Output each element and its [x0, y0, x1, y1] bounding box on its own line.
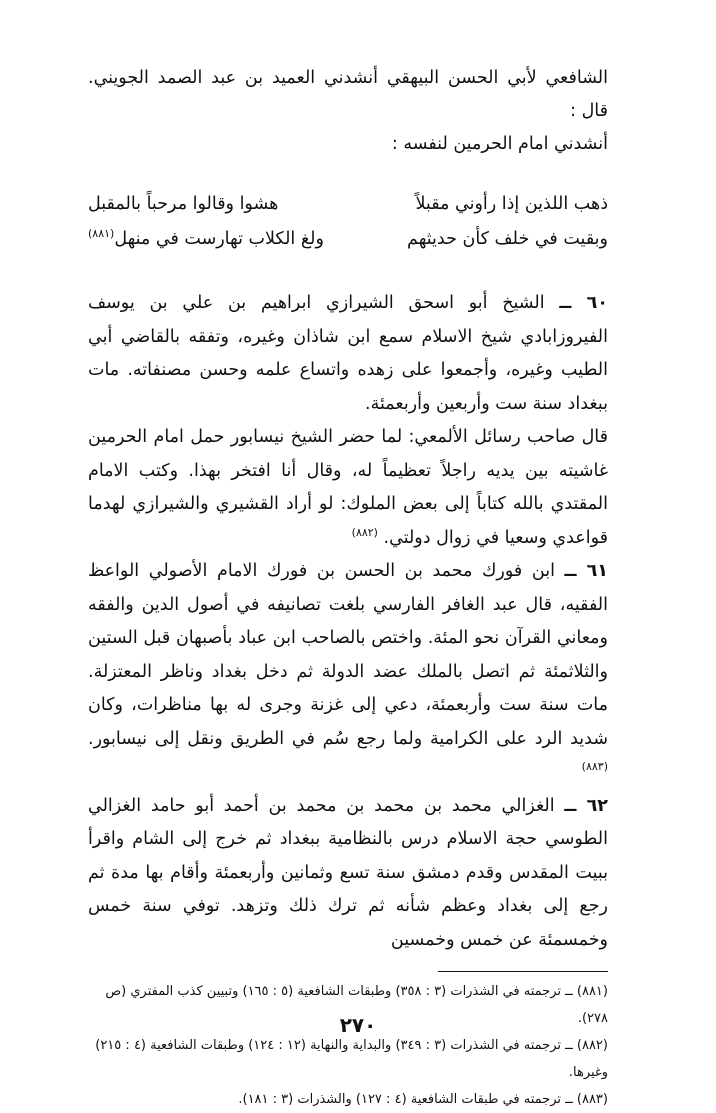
- verse-first-hemistich: ذهب اللذين إذا رأوني مقبلاً: [415, 194, 608, 214]
- entry-number: ٦٠ ــ: [559, 293, 608, 313]
- footnote-ref: (٨٨٢): [351, 525, 378, 539]
- footnote-ref: (٨٨١): [88, 227, 115, 241]
- biography-entry: [88, 287, 608, 421]
- footnote: (٨٨٣) ــ ترجمته في طبقات الشافعية (٤ : ١٢٧) والشذرات (٣ : ١٨١).: [238, 1092, 608, 1107]
- footnote: (٨٨١) ــ ترجمته في الشذرات (٣ : ٣٥٨) وطبقات الشافعية (٥ : ١٦٥) وتبيين كذب المفتري (ص ٢٧٨).: [105, 984, 608, 1026]
- footnote: (٨٨٢) ــ ترجمته في الشذرات (٣ : ٣٤٩) والبداية والنهاية (١٢ : ١٢٤) وطبقات الشافعية (٤ : ٢١٥) وغيرها.: [95, 1038, 608, 1080]
- footnote-divider: [438, 971, 608, 972]
- footnote-ref: (٨٨٣): [581, 760, 608, 774]
- entry-number: ٦١ ــ: [564, 561, 608, 581]
- intro-line: الشافعي لأبي الحسن البيهقي أنشدني العميد بن عبد الصمد الجويني. قال :: [88, 68, 608, 121]
- entry-text: ابن فورك محمد بن الحسن بن فورك الامام الأصولي الواعظ الفقيه، قال عبد الغافر الفارسي بلغت تصانيفه في أصول الدين والفقه ومعاني القرآن نحو المئة. واختص بالصاحب ابن عباد بأصبهان قبل الستين والثلاثمئة ثم اتصل بالملك عضد الدولة ثم دخل بغداد وناظر المعتزلة. مات سنة ست وأربعمئة، دعي إلى غزنة وجرى له بها مناظرات، وكان شديد الرد على الكرامية ولما رجع سُم في الطريق ونقل إلى نيسابور.: [88, 561, 608, 749]
- biography-entry: [88, 555, 608, 790]
- verse-first-hemistich: وبقيت في خلف كأن حديثهم: [407, 229, 608, 249]
- entry-text: الغزالي محمد بن محمد بن محمد بن أحمد أبو حامد الغزالي الطوسي حجة الاسلام درس بالنظامية ببغداد ثم خرج إلى الشام واقرأ ببيت المقدس وقدم دمشق سنة تسع وثمانين وأربعمئة وأقام بها مدة ثم رجع إلى بغداد وعظم شأنه ثم ترك ذلك وتزهد. توفي سنة خمس وخمسمئة عن خمس وخمسين: [88, 795, 608, 950]
- footnotes: [88, 978, 608, 1113]
- entry-text: قال صاحب رسائل الألمعي: لما حضر الشيخ نيسابور حمل امام الحرمين غاشيته بين يديه راجلاً تعظيماً له، وقال أنا افتخر بهذا. وكتب الامام المقتدي بالله كتاباً إلى بعض الملوك: لو أراد القشيري والشيرازي لهدما قواعدي وسعيا في زوال دولتي.: [88, 427, 608, 548]
- biography-entry: [88, 421, 608, 555]
- poem: [88, 187, 608, 257]
- biography-entry: [88, 790, 608, 958]
- entry-number: ٦٢ ــ: [564, 795, 608, 816]
- page-number: ٢٧٠: [339, 1013, 377, 1037]
- poem-verse: [88, 187, 608, 222]
- entry-text: الشيخ أبو اسحق الشيرازي ابراهيم بن علي بن يوسف الفيروزابادي شيخ الاسلام سمع ابن شاذان وغيره، وتفقه بالقاضي أبي الطيب وغيره، وأجمعوا على زهده واتساع علمه وحسن مصنفاته. مات ببغداد سنة ست وأربعين وأربعمئة.: [88, 293, 608, 414]
- intro-text: [88, 62, 608, 161]
- intro-line: أنشدني امام الحرمين لنفسه :: [391, 134, 608, 154]
- verse-second-hemistich: هشوا وقالوا مرحباً بالمقبل: [88, 194, 279, 214]
- poem-verse: [88, 222, 608, 257]
- verse-second-hemistich: ولغ الكلاب تهارست في منهل$^{(٨٨١)}$: [88, 227, 324, 249]
